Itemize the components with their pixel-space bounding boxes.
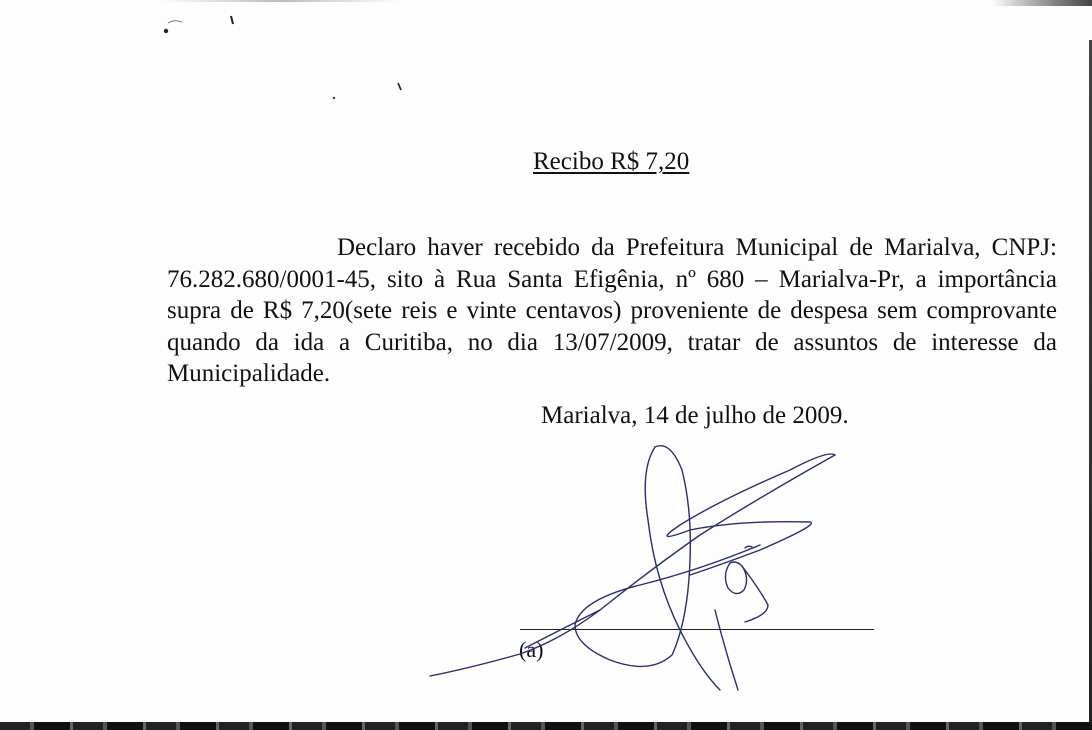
receipt-title: Recibo R$ 7,20 [533,148,690,175]
signature-mark: (a) [519,637,544,662]
receipt-declaration: Declaro haver recebido da Prefeitura Municipal de Marialva, CNPJ: 76.282.680/0001-45, sito à Rua Santa Efigênia, nº 680 – Marialva-Pr, a importância supra de R$ 7,20(sete reis e vinte centavos) proveniente de despesa sem comprovante quando da ida a Curitiba, no dia 13/07/2009, tratar de assuntos de interesse da Municipalidade. [167,234,1057,387]
place-and-date: Marialva, 14 de julho de 2009. [541,402,849,429]
